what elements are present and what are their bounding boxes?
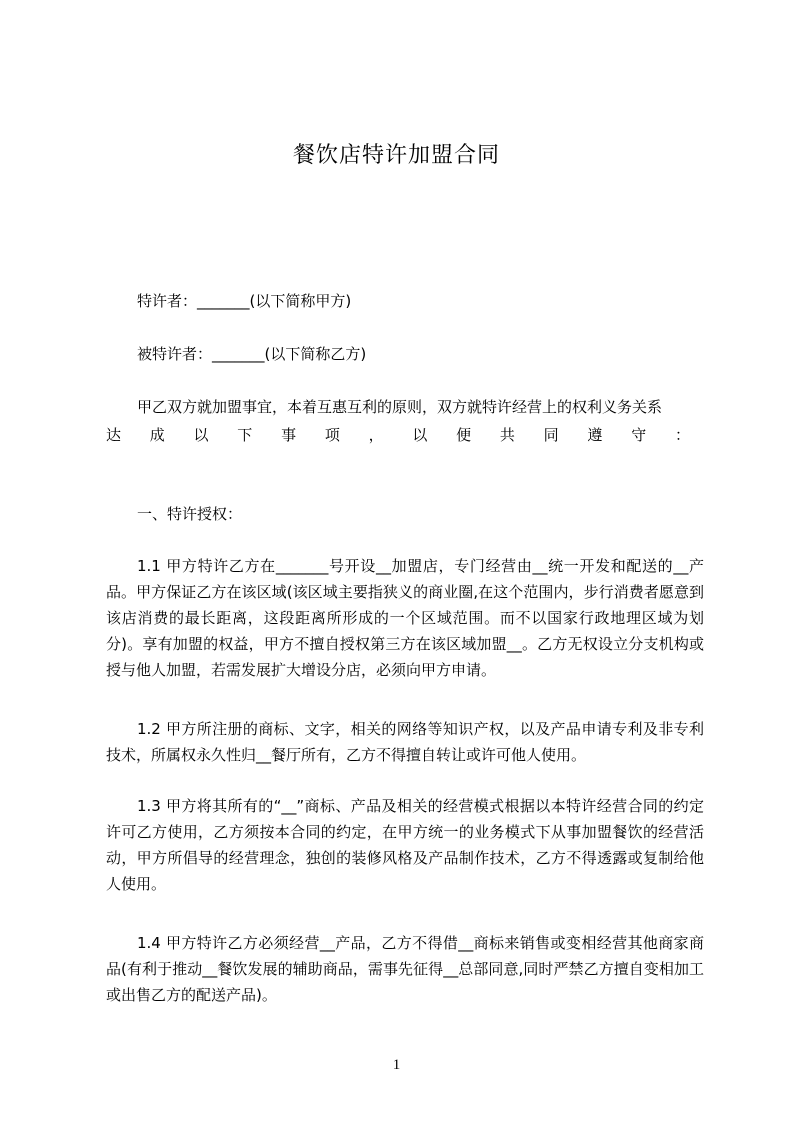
intro-char: 共 <box>499 426 515 444</box>
intro-char: 项 <box>324 426 340 444</box>
franchisee-line: 被特许者：_______(以下简称乙方) <box>137 345 367 363</box>
clause-1-2: 1.2 甲方所注册的商标、文字，相关的网络等知识产权，以及产品申请专利及非专利技术，所属权永久性归__餐厅所有，乙方不得擅自转让或许可他人使用。 <box>106 720 704 764</box>
intro-char: 守 <box>631 426 647 444</box>
franchisor-line: 特许者：_______(以下简称甲方) <box>137 292 352 310</box>
document-title: 餐饮店特许加盟合同 <box>292 143 500 168</box>
intro-char: 下 <box>237 426 253 444</box>
clause-1-3: 1.3 甲方将其所有的“__”商标、产品及相关的经营模式根据以本特许经营合同的约定许可乙方使用，乙方须按本合同的约定，在甲方统一的业务模式下从事加盟餐饮的经营活动，甲方所倡导的经营理念，独创的装修风格及产品制作技术，乙方不得透露或复制给他人使用。 <box>106 797 704 893</box>
intro-char: 同 <box>543 426 559 444</box>
intro-char: ， <box>368 426 384 444</box>
intro-paragraph: 甲乙双方就加盟事宜，本着互惠互利的原则，双方就特许经营上的权利义务关系 <box>137 398 663 416</box>
page-number: 1 <box>392 1057 401 1073</box>
section-heading: 一、特许授权： <box>137 505 243 523</box>
intro-char: 事 <box>281 426 297 444</box>
intro-char: ： <box>674 426 690 444</box>
clause-1-1: 1.1 甲方特许乙方在_______号开设__加盟店，专门经营由__统一开发和配送的__产品。甲方保证乙方在该区域(该区域主要指狭义的商业圈,在这个范围内，步行消费者愿意到该店消费的最长距离，这段距离所形成的一个区域范围。而不以国家行政地理区域为划分)。享有加盟的权益，甲方不擅自授权第三方在该区域加盟__。乙方无权设立分支机构或授与他人加盟，若需发展扩大增设分店，必须向甲方申请。 <box>106 557 704 679</box>
intro-paragraph-tail <box>106 424 690 446</box>
intro-char: 便 <box>456 426 472 444</box>
intro-char: 达 <box>106 426 122 444</box>
intro-char: 遵 <box>587 426 603 444</box>
intro-char: 以 <box>193 426 209 444</box>
intro-char: 成 <box>149 426 165 444</box>
intro-char: 以 <box>412 426 428 444</box>
clause-1-4: 1.4 甲方特许乙方必须经营__产品，乙方不得借__商标来销售或变相经营其他商家商品(有利于推动__餐饮发展的辅助商品，需事先征得__总部同意,同时严禁乙方擅自变相加工或出售乙方的配送产品)。 <box>106 934 704 1004</box>
